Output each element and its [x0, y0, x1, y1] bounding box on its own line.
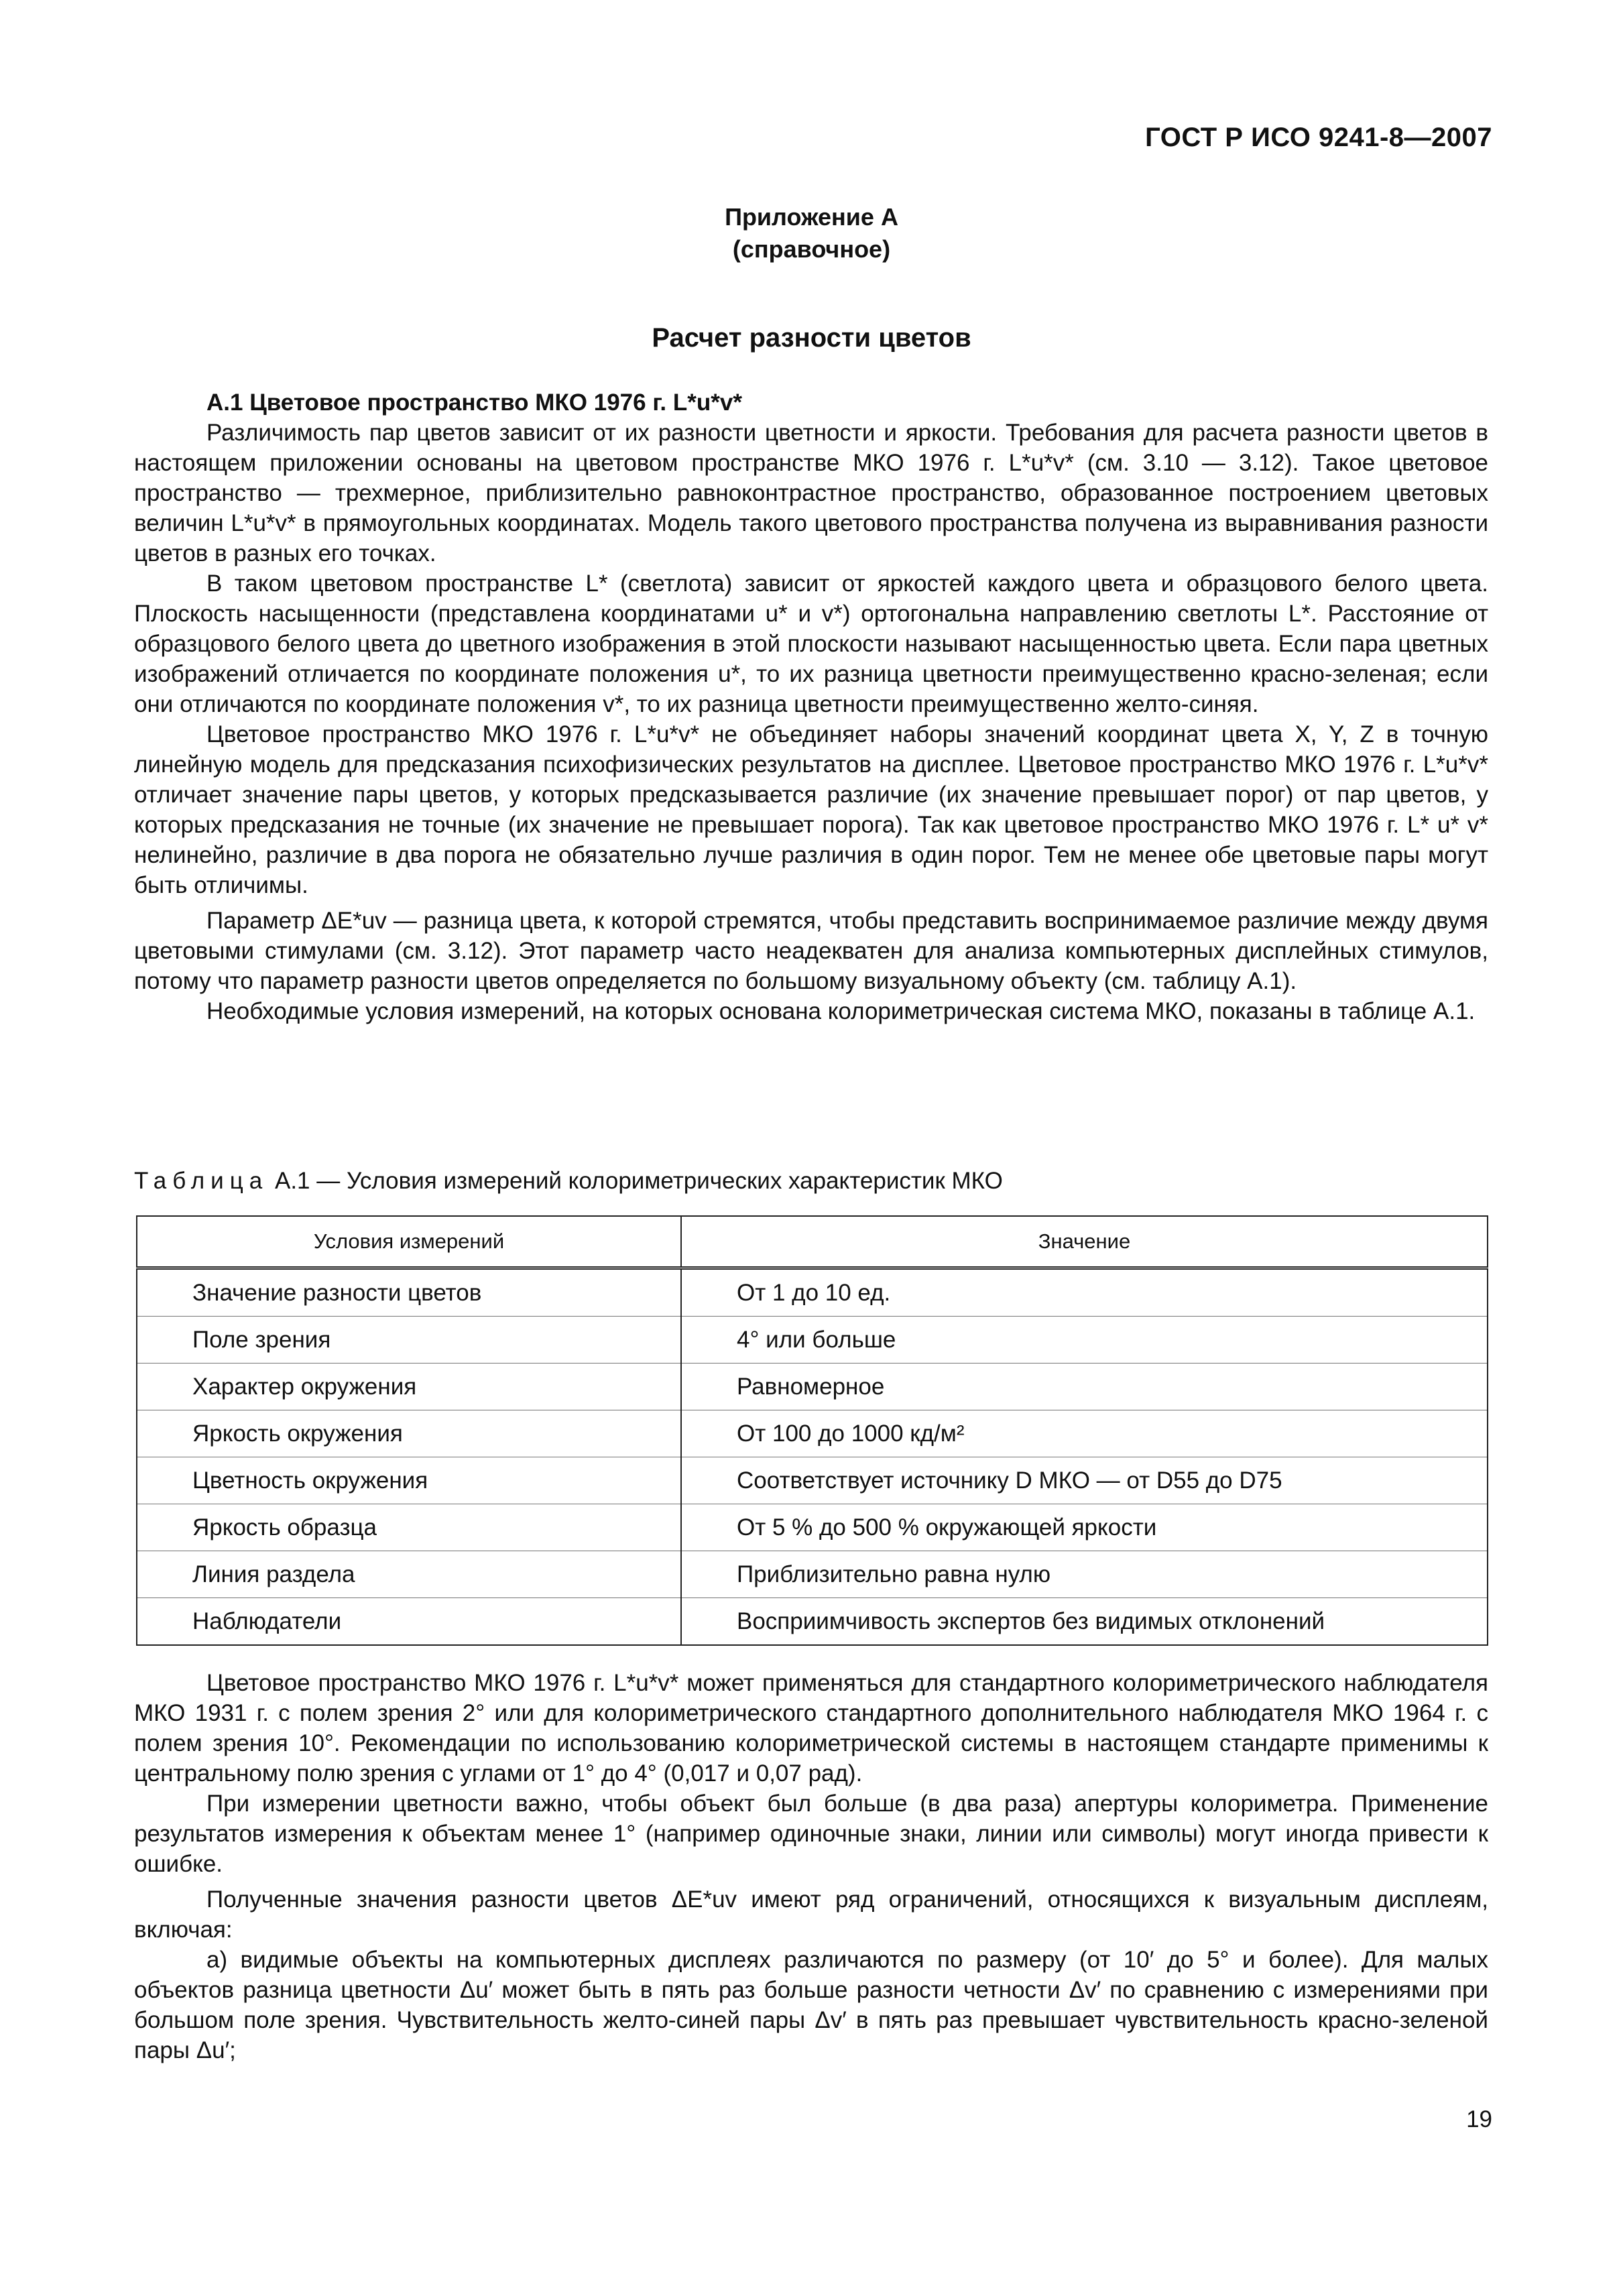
- table-cell: Характер окружения: [137, 1364, 681, 1410]
- table-cell: Значение разности цветов: [137, 1268, 681, 1317]
- table-row: [137, 1504, 1488, 1551]
- table-cell: Соответствует источнику D МКО — от D55 до D75: [681, 1457, 1488, 1504]
- paragraph: Необходимые условия измерений, на которых основана колориметрическая система МКО, показаны в таблице А.1.: [206, 998, 1476, 1024]
- paragraph: Цветовое пространство МКО 1976 г. L*u*v* не объединяет наборы значений координат цвета X, Y, Z в точную линейную модель для предсказания психофизических результатов на дисплее. Цветовое пространство МКО 1976 г. L*u*v* отличает значение пары цветов, у которых предсказывается различие (их значение превышает порог) от пар цветов, у которых предсказания не точные (их значение не превышает порога). Так как цветовое пространство МКО 1976 г. L* u* v* нелинейно, различие в два порога не обязательно лучше различия в один порог. Тем не менее обе цветовые пары могут быть отличимы.: [134, 721, 1488, 898]
- appendix-title: Расчет разности цветов: [652, 323, 971, 353]
- page-number: 19: [1466, 2106, 1492, 2132]
- table-cell: Наблюдатели: [137, 1598, 681, 1646]
- table-caption: [134, 1168, 1003, 1195]
- paragraph: В таком цветовом пространстве L* (светлота) зависит от яркостей каждого цвета и образцового белого цвета. Плоскость насыщенности (представлена координатами u* и v*) ортогональна направлению светлоты L*. Расстояние от образцового белого цвета до цветного изображения в этой плоскости называют насыщенностью цвета. Если пара цветных изображений отличается по координате положения u*, то их разница цветности преимущественно красно-зеленая; если они отличаются по координате положения v*, то их разница цветности преимущественно желто-синяя.: [134, 570, 1488, 717]
- table-cell: Цветность окружения: [137, 1457, 681, 1504]
- section-heading: А.1 Цветовое пространство МКО 1976 г. L*u*v*: [206, 389, 742, 416]
- table-cell: Равномерное: [681, 1364, 1488, 1410]
- paragraph: Цветовое пространство МКО 1976 г. L*u*v* может применяться для стандартного колориметрического наблюдателя МКО 1931 г. с полем зрения 2° или для колориметрического стандартного дополнительного наблюдателя МКО 1964 г. с полем зрения 10°. Рекомендации по использованию колориметрической системы в настоящем стандарте применимы к центральному полю зрения с углами от 1° до 4° (0,017 и 0,07 рад).: [134, 1670, 1488, 1787]
- paragraph: При измерении цветности важно, чтобы объект был больше (в два раза) апертуры колориметра. Применение результатов измерения к объектам менее 1° (например одиночные знаки, линии или символы) могут иногда привести к ошибке.: [134, 1791, 1488, 1877]
- paragraph: Параметр ΔE*uv — разница цвета, к которой стремятся, чтобы представить воспринимаемое различие между двумя цветовыми стимулами (см. 3.12). Этот параметр часто неадекватен для анализа компьютерных дисплейных стимулов, потому что параметр разности цветов определяется по большому визуальному объекту (см. таблицу А.1).: [134, 908, 1488, 994]
- table-cell: Яркость образца: [137, 1504, 681, 1551]
- appendix-kind: (справочное): [732, 235, 891, 263]
- table-caption-text: А.1 — Условия измерений колориметрических характеристик МКО: [274, 1168, 1003, 1194]
- document-code-header: ГОСТ Р ИСО 9241-8—2007: [1145, 123, 1492, 152]
- body-text-bottom: [134, 1668, 1488, 2065]
- appendix-label: Приложение А: [725, 203, 898, 231]
- table-row: [137, 1551, 1488, 1598]
- table-cell: От 5 % до 500 % окружающей яркости: [681, 1504, 1488, 1551]
- table-cell: От 100 до 1000 кд/м²: [681, 1410, 1488, 1457]
- table-header-row: [137, 1216, 1488, 1268]
- list-item: а) видимые объекты на компьютерных дисплеях различаются по размеру (от 10′ до 5° и более). Для малых объектов разница цветности Δu′ может быть в пять раз больше разности четности Δv′ по сравнению с измерениями при большом поле зрения. Чувствительность желто-синей пары Δv′ в пять раз превышает чувствительность красно-зеленой пары Δu′;: [134, 1947, 1488, 2063]
- table-row: [137, 1364, 1488, 1410]
- body-text-top: [134, 387, 1488, 1026]
- table-cell: Линия раздела: [137, 1551, 681, 1598]
- paragraph: Различимость пар цветов зависит от их разности цветности и яркости. Требования для расчета разности цветов в настоящем приложении основаны на цветовом пространстве МКО 1976 г. L*u*v* (см. 3.10 — 3.12). Такое цветовое пространство — трехмерное, приблизительно равноконтрастное пространство, образованное построением цветовых величин L*u*v* в прямоугольных координатах. Модель такого цветового пространства получена из выравнивания разности цветов в разных его точках.: [134, 420, 1488, 566]
- table-caption-prefix: Таблица: [134, 1168, 269, 1194]
- table-cell: Яркость окружения: [137, 1410, 681, 1457]
- table-cell: Приблизительно равна нулю: [681, 1551, 1488, 1598]
- table-cell: Восприимчивость экспертов без видимых отклонений: [681, 1598, 1488, 1646]
- table-row: [137, 1317, 1488, 1364]
- table-cell: Поле зрения: [137, 1317, 681, 1364]
- column-header: Условия измерений: [137, 1216, 681, 1268]
- table-row: [137, 1410, 1488, 1457]
- table-row: [137, 1598, 1488, 1646]
- measurement-conditions-table: [136, 1215, 1488, 1646]
- appendix-heading: [0, 201, 1623, 265]
- table-cell: 4° или больше: [681, 1317, 1488, 1364]
- table-row: [137, 1457, 1488, 1504]
- table-row: [137, 1268, 1488, 1317]
- table-cell: От 1 до 10 ед.: [681, 1268, 1488, 1317]
- paragraph: Полученные значения разности цветов ΔE*uv имеют ряд ограничений, относящихся к визуальным дисплеям, включая:: [134, 1886, 1488, 1943]
- column-header: Значение: [681, 1216, 1488, 1268]
